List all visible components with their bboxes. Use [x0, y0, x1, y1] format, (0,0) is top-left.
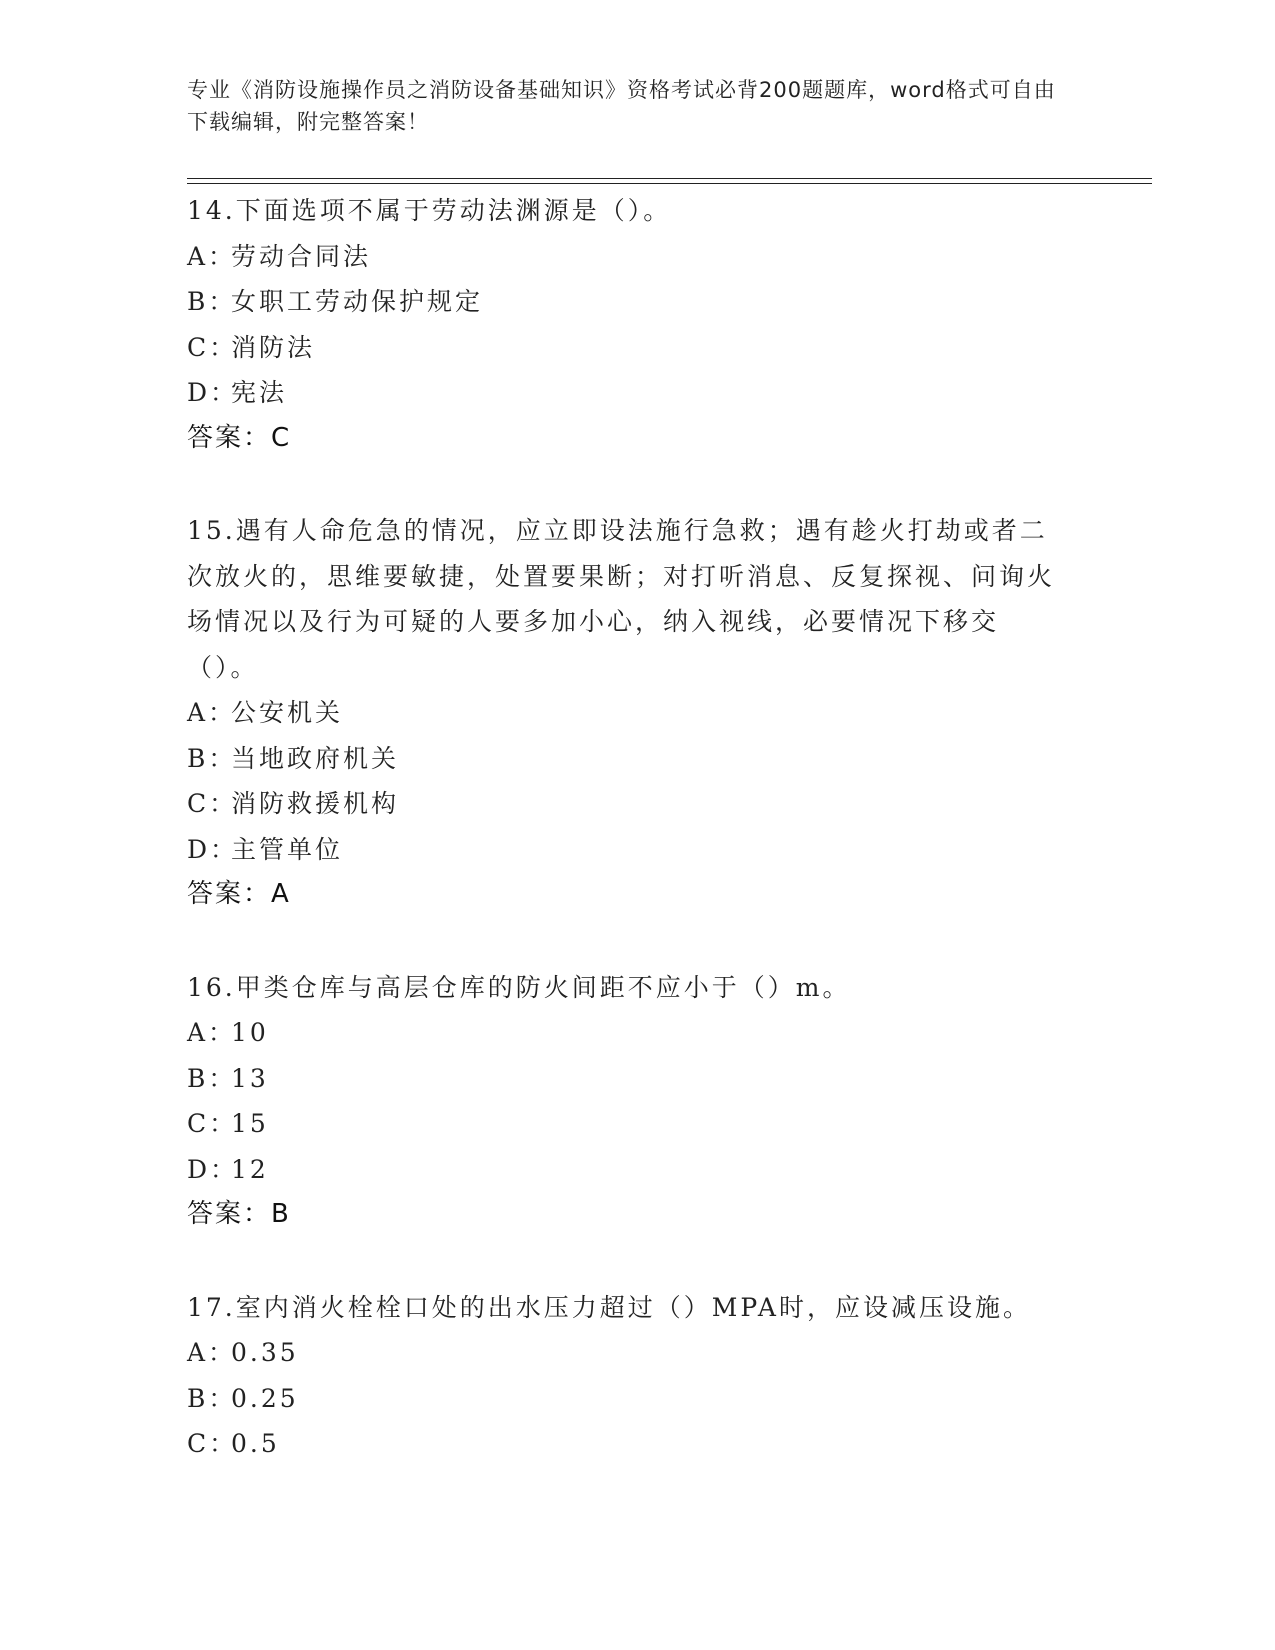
option-letter: C：: [187, 1109, 238, 1138]
option-d: [187, 370, 1087, 416]
option-text: 13: [231, 1063, 269, 1093]
answer: 答案：C: [187, 422, 292, 453]
option-letter: C：: [187, 1429, 238, 1458]
option-letter: C：: [187, 332, 238, 362]
option-letter: D：: [187, 834, 239, 864]
option-letter: A：: [187, 1338, 237, 1367]
question-list: [187, 188, 1087, 1514]
answer: 答案：A: [187, 879, 291, 909]
option-letter: B：: [187, 1063, 237, 1093]
option-letter: A：: [187, 241, 237, 271]
option-text: 10: [231, 1018, 269, 1047]
option-c: [187, 1101, 1087, 1147]
option-a: [187, 690, 1087, 736]
question-stem: 16.甲类仓库与高层仓库的防火间距不应小于（）m。: [187, 972, 851, 1002]
option-text: 宪法: [231, 378, 288, 407]
option-text: 12: [231, 1154, 269, 1184]
option-b: [187, 1376, 1087, 1422]
option-a: [187, 1330, 1087, 1376]
option-text: 女职工劳动保护规定: [231, 287, 484, 316]
option-text: 当地政府机关: [231, 743, 400, 773]
option-c: [187, 325, 1087, 371]
question-stem: 14.下面选项不属于劳动法渊源是（）。: [187, 196, 672, 225]
option-letter: B：: [187, 743, 237, 773]
question-15: [187, 508, 1087, 918]
option-letter: D：: [187, 1154, 239, 1184]
option-text: 15: [231, 1109, 269, 1138]
option-letter: A：: [187, 698, 237, 727]
question-stem: 17.室内消火栓栓口处的出水压力超过（）MPA时，应设减压设施。: [187, 1292, 1031, 1322]
option-letter: B：: [187, 287, 237, 316]
option-letter: A：: [187, 1018, 237, 1047]
option-b: [187, 279, 1087, 325]
question-stem: 15.遇有人命危急的情况，应立即设法施行急救；遇有趁火打劫或者二次放火的，思维要敏捷，处置要果断；对打听消息、反复探视、问询火场情况以及行为可疑的人要多加小心，纳入视线，必要情况下移交（）。: [187, 516, 1056, 682]
option-b: [187, 1056, 1087, 1102]
header-divider-top: [187, 178, 1152, 179]
option-c: [187, 1421, 1087, 1467]
option-c: [187, 781, 1087, 827]
option-text: 公安机关: [231, 698, 344, 727]
option-text: 0.25: [231, 1383, 299, 1413]
option-text: 0.35: [231, 1338, 299, 1367]
option-text: 消防救援机构: [231, 789, 400, 818]
option-text: 主管单位: [231, 834, 344, 864]
option-b: [187, 736, 1087, 782]
option-text: 消防法: [231, 332, 316, 362]
option-text: 劳动合同法: [231, 241, 372, 271]
option-letter: D：: [187, 378, 239, 407]
option-a: [187, 234, 1087, 280]
question-14: [187, 188, 1087, 461]
question-16: [187, 965, 1087, 1238]
option-a: [187, 1010, 1087, 1056]
option-letter: B：: [187, 1383, 237, 1413]
answer: 答案：B: [187, 1199, 291, 1229]
option-d: [187, 827, 1087, 873]
option-text: 0.5: [231, 1429, 280, 1458]
header-divider-bottom: [187, 183, 1152, 184]
option-letter: C：: [187, 789, 238, 818]
document-header: 专业《消防设施操作员之消防设备基础知识》资格考试必背200题题库，word格式可自由下载编辑，附完整答案！: [187, 78, 1056, 134]
option-d: [187, 1147, 1087, 1193]
question-17: [187, 1285, 1087, 1467]
